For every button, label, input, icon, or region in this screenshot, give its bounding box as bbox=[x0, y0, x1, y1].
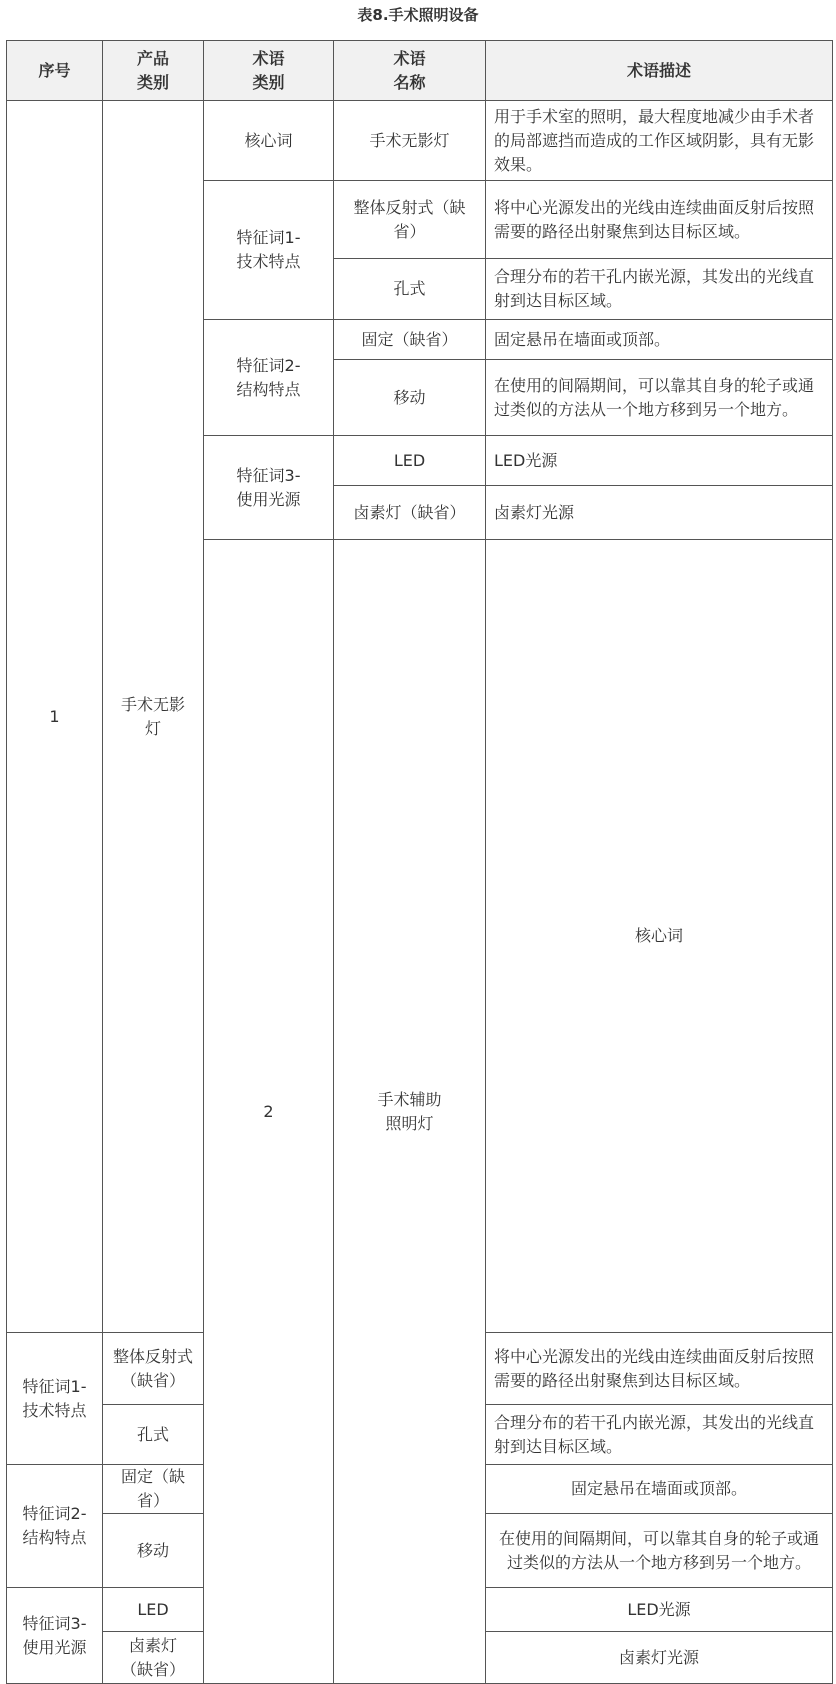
term-desc: 固定悬吊在墙面或顶部。 bbox=[486, 320, 833, 360]
term-desc: 合理分布的若干孔内嵌光源，其发出的光线直射到达目标区域。 bbox=[486, 1405, 833, 1465]
term-desc: 卤素灯光源 bbox=[486, 1632, 833, 1684]
term-desc: 在使用的间隔期间，可以靠其自身的轮子或通过类似的方法从一个地方移到另一个地方。 bbox=[486, 1514, 833, 1588]
term-desc: 用于手术室的照明，最大程度地减少由手术者的局部遮挡而造成的工作区域阴影，具有无影效果。 bbox=[486, 101, 833, 181]
header-term-name: 术语 名称 bbox=[334, 41, 486, 101]
term-name: 固定（缺省） bbox=[103, 1465, 204, 1514]
term-type: 特征词2- 结构特点 bbox=[7, 1465, 103, 1588]
term-desc: 将中心光源发出的光线由连续曲面反射后按照需要的路径出射聚焦到达目标区域。 bbox=[486, 1333, 833, 1405]
product-category: 手术辅助 照明灯 bbox=[334, 540, 486, 1684]
term-desc: LED光源 bbox=[486, 436, 833, 486]
term-name: 固定（缺省） bbox=[334, 320, 486, 360]
term-desc: 在使用的间隔期间，可以靠其自身的轮子或通过类似的方法从一个地方移到另一个地方。 bbox=[486, 360, 833, 436]
term-name: 孔式 bbox=[103, 1405, 204, 1465]
lighting-equipment-table bbox=[6, 40, 833, 1684]
term-desc: 合理分布的若干孔内嵌光源，其发出的光线直射到达目标区域。 bbox=[486, 259, 833, 320]
group-no: 2 bbox=[204, 540, 334, 1684]
header-term-desc: 术语描述 bbox=[486, 41, 833, 101]
term-name: 孔式 bbox=[334, 259, 486, 320]
term-desc: LED光源 bbox=[486, 1588, 833, 1632]
header-term-type: 术语 类别 bbox=[204, 41, 334, 101]
term-name: 移动 bbox=[334, 360, 486, 436]
term-name: LED bbox=[334, 436, 486, 486]
table-row bbox=[7, 101, 833, 181]
product-category: 手术无影 灯 bbox=[103, 101, 204, 1333]
term-name: 卤素灯 （缺省） bbox=[103, 1632, 204, 1684]
header-row bbox=[7, 41, 833, 101]
term-desc: 卤素灯光源 bbox=[486, 486, 833, 540]
term-type: 特征词3- 使用光源 bbox=[204, 436, 334, 540]
term-type: 核心词 bbox=[486, 540, 833, 1333]
term-type: 特征词1- 技术特点 bbox=[204, 181, 334, 320]
table-caption: 表8.手术照明设备 bbox=[357, 6, 479, 24]
term-type: 特征词3- 使用光源 bbox=[7, 1588, 103, 1684]
header-no: 序号 bbox=[7, 41, 103, 101]
term-name: 整体反射式（缺省） bbox=[103, 1333, 204, 1405]
term-type: 特征词1- 技术特点 bbox=[7, 1333, 103, 1465]
group-no: 1 bbox=[7, 101, 103, 1333]
term-type: 特征词2- 结构特点 bbox=[204, 320, 334, 436]
term-name: 整体反射式（缺省） bbox=[334, 181, 486, 259]
term-desc: 将中心光源发出的光线由连续曲面反射后按照需要的路径出射聚焦到达目标区域。 bbox=[486, 181, 833, 259]
term-type: 核心词 bbox=[204, 101, 334, 181]
term-name: LED bbox=[103, 1588, 204, 1632]
term-name: 手术无影灯 bbox=[334, 101, 486, 181]
term-name: 移动 bbox=[103, 1514, 204, 1588]
header-product: 产品 类别 bbox=[103, 41, 204, 101]
term-desc: 固定悬吊在墙面或顶部。 bbox=[486, 1465, 833, 1514]
term-name: 卤素灯（缺省） bbox=[334, 486, 486, 540]
